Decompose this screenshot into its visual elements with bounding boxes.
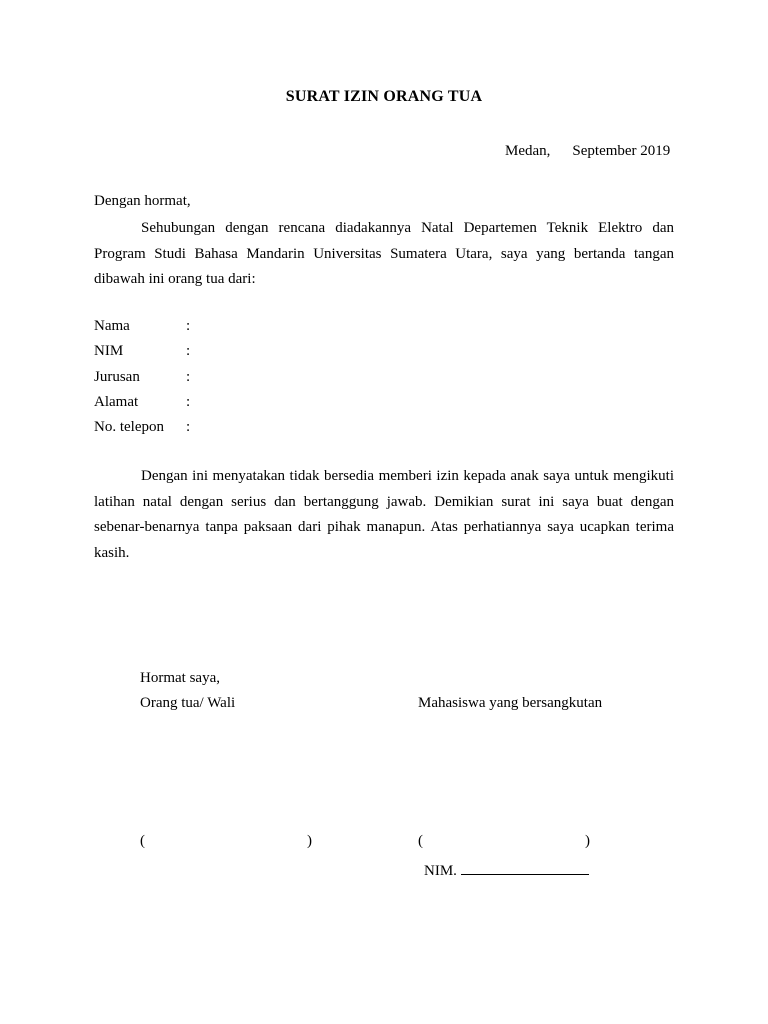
statement-paragraph bbox=[94, 464, 674, 566]
place: Medan, bbox=[505, 143, 551, 159]
greeting: Dengan hormat, bbox=[94, 193, 191, 209]
student-nim-blank bbox=[461, 860, 589, 875]
field-colon-telepon: : bbox=[186, 419, 191, 435]
signer-right-label: Mahasiswa yang bersangkutan bbox=[418, 695, 603, 711]
field-label-jurusan: Jurusan bbox=[94, 369, 140, 385]
student-nim-line bbox=[424, 860, 589, 880]
signature-right-open-paren: ( bbox=[418, 833, 423, 849]
field-label-alamat: Alamat bbox=[94, 394, 139, 410]
field-colon-nama: : bbox=[186, 318, 191, 334]
field-label-telepon: No. telepon bbox=[94, 419, 164, 435]
opening-paragraph bbox=[94, 216, 674, 293]
date: September 2019 bbox=[572, 143, 671, 159]
signature-left-close-paren: ) bbox=[307, 833, 312, 849]
field-colon-nim: : bbox=[186, 343, 191, 359]
field-label-nim: NIM bbox=[94, 343, 124, 359]
signature-left-open-paren: ( bbox=[140, 833, 145, 849]
field-colon-alamat: : bbox=[186, 394, 191, 410]
statement-paragraph-text: Dengan ini menyatakan tidak bersedia memberi izin kepada anak saya untuk mengikuti latihan natal dengan serius dan bertanggung jawab. Demikian surat ini saya buat dengan sebenar-benarnya tanpa paksaan dari pihak manapun. Atas perhatiannya saya ucapkan terima kasih. bbox=[94, 468, 674, 561]
letter-title: SURAT IZIN ORANG TUA bbox=[285, 88, 483, 105]
student-nim-label: NIM. bbox=[424, 863, 457, 879]
signature-right-close-paren: ) bbox=[585, 833, 590, 849]
opening-paragraph-text: Sehubungan dengan rencana diadakannya Natal Departemen Teknik Elektro dan Program Studi Bahasa Mandarin Universitas Sumatera Utara, saya yang bertanda tangan dibawah ini orang tua dari: bbox=[94, 220, 674, 287]
field-colon-jurusan: : bbox=[186, 369, 191, 385]
closing-salutation: Hormat saya, bbox=[140, 670, 220, 686]
field-label-nama: Nama bbox=[94, 318, 130, 334]
signer-left-label: Orang tua/ Wali bbox=[140, 695, 236, 711]
place-date bbox=[505, 143, 670, 160]
